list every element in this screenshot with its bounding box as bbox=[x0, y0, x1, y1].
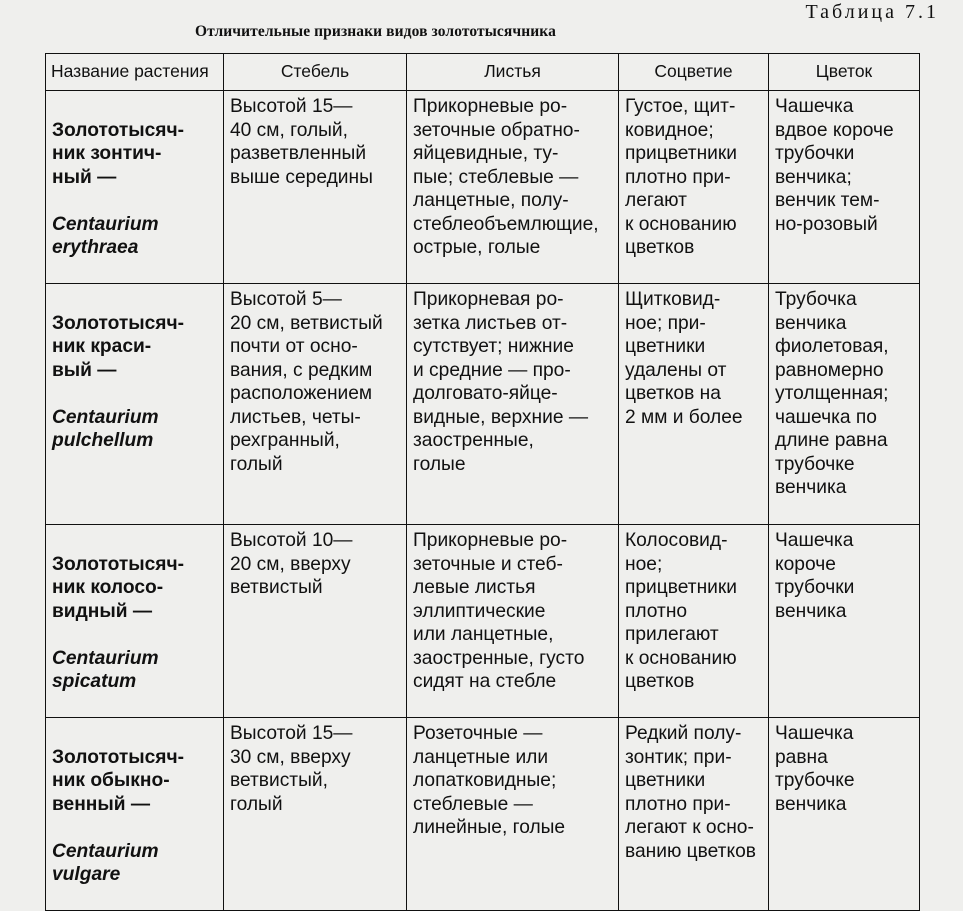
header-stem: Стебель bbox=[224, 54, 407, 91]
stem-cell: Высотой 15— 40 см, голый, разветвленный выше середины bbox=[224, 91, 407, 284]
inflorescence-cell: Щитковид- ное; при- цветники удалены от цветков на 2 мм и более bbox=[619, 284, 769, 525]
plant-name-latin: Centaurium pulchellum bbox=[52, 406, 159, 451]
table-row bbox=[46, 718, 920, 911]
table-number: Таблица 7.1 bbox=[805, 1, 939, 23]
species-comparison-table bbox=[45, 53, 920, 911]
flower-cell: Чашечка вдвое короче трубочки венчика; венчик тем- но-розовый bbox=[769, 91, 920, 284]
plant-name-latin: Centaurium vulgare bbox=[52, 840, 159, 885]
header-plant-name: Название растения bbox=[46, 54, 224, 91]
plant-name-russian: Золототысяч- ник обыкно- венный — bbox=[52, 746, 185, 815]
stem-cell: Высотой 15— 30 см, вверху ветвистый, голый bbox=[224, 718, 407, 911]
plant-name-latin: Centaurium erythraea bbox=[52, 213, 159, 258]
flower-cell: Трубочка венчика фиолетовая, равномерно утолщенная; чашечка по длине равна трубочке венчика bbox=[769, 284, 920, 525]
plant-name-cell bbox=[46, 718, 224, 911]
table-row bbox=[46, 91, 920, 284]
inflorescence-cell: Колосовид- ное; прицветники плотно прилегают к основанию цветков bbox=[619, 525, 769, 718]
table-title: Отличительные признаки видов золототысячника bbox=[195, 23, 556, 40]
header-row bbox=[46, 54, 920, 91]
plant-name-latin: Centaurium spicatum bbox=[52, 647, 159, 692]
plant-name-russian: Золототысяч- ник краси- вый — bbox=[52, 312, 185, 381]
plant-name-cell bbox=[46, 284, 224, 525]
plant-name-russian: Золототысяч- ник зонтич- ный — bbox=[52, 119, 185, 188]
leaves-cell: Прикорневые ро- зеточные обратно- яйцевидные, ту- пые; стеблевые — ланцетные, полу- стеблеобъемлющие, острые, голые bbox=[407, 91, 619, 284]
plant-name-cell bbox=[46, 91, 224, 284]
table-row bbox=[46, 525, 920, 718]
leaves-cell: Прикорневые ро- зеточные и стеб- левые листья эллиптические или ланцетные, заостренные, густо сидят на стебле bbox=[407, 525, 619, 718]
header-leaves: Листья bbox=[407, 54, 619, 91]
flower-cell: Чашечка равна трубочке венчика bbox=[769, 718, 920, 911]
table-row bbox=[46, 284, 920, 525]
header-flower: Цветок bbox=[769, 54, 920, 91]
header-inflorescence: Соцветие bbox=[619, 54, 769, 91]
stem-cell: Высотой 5— 20 см, ветвистый почти от осно- вания, с редким расположением листьев, четы- рехгранный, голый bbox=[224, 284, 407, 525]
leaves-cell: Прикорневая ро- зетка листьев от- сутствует; нижние и средние — про- долговато-яйце- видные, верхние — заостренные, голые bbox=[407, 284, 619, 525]
inflorescence-cell: Редкий полу- зонтик; при- цветники плотно при- легают к осно- ванию цветков bbox=[619, 718, 769, 911]
stem-cell: Высотой 10— 20 см, вверху ветвистый bbox=[224, 525, 407, 718]
flower-cell: Чашечка короче трубочки венчика bbox=[769, 525, 920, 718]
inflorescence-cell: Густое, щит- ковидное; прицветники плотно при- легают к основанию цветков bbox=[619, 91, 769, 284]
plant-name-russian: Золототысяч- ник колосо- видный — bbox=[52, 553, 185, 622]
leaves-cell: Розеточные — ланцетные или лопатковидные; стеблевые — линейные, голые bbox=[407, 718, 619, 911]
plant-name-cell bbox=[46, 525, 224, 718]
